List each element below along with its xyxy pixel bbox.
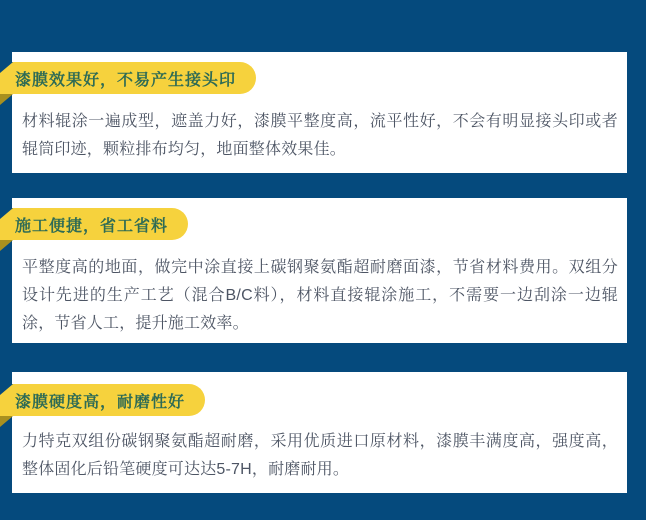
ribbon-corner-cut [0, 384, 13, 395]
feature-badge-ribbon [0, 384, 205, 416]
feature-description: 材料辊涂一遍成型，遮盖力好，漆膜平整度高，流平性好，不会有明显接头印或者辊筒印迹，颗粒排布均匀，地面整体效果佳。 [22, 113, 618, 158]
feature-description: 力特克双组份碳钢聚氨酯超耐磨，采用优质进口原材料，漆膜丰满度高，强度高，整体固化后铅笔硬度可达达5-7H，耐磨耐用。 [22, 433, 618, 478]
feature-card-1 [12, 52, 627, 173]
feature-badge-label: 漆膜效果好，不易产生接头印 [15, 71, 237, 89]
feature-badge-label: 施工便捷，省工省料 [15, 217, 169, 235]
feature-badge-ribbon [0, 62, 256, 94]
feature-description: 平整度高的地面，做完中涂直接上碳钢聚氨酯超耐磨面漆，节省材料费用。双组分设计先进的生产工艺（混合B/C料），材料直接辊涂施工，不需要一边刮涂一边辊涂，节省人工，提升施工效率。 [22, 259, 618, 332]
ribbon-fold [0, 416, 13, 427]
feature-card-3 [12, 372, 627, 493]
feature-card-2 [12, 198, 627, 343]
ribbon-corner-cut [0, 208, 13, 219]
ribbon-corner-cut [0, 62, 13, 73]
ribbon-fold [0, 240, 13, 251]
feature-badge-label: 漆膜硬度高，耐磨性好 [15, 393, 186, 411]
feature-badge-ribbon [0, 208, 188, 240]
ribbon-fold [0, 94, 13, 105]
